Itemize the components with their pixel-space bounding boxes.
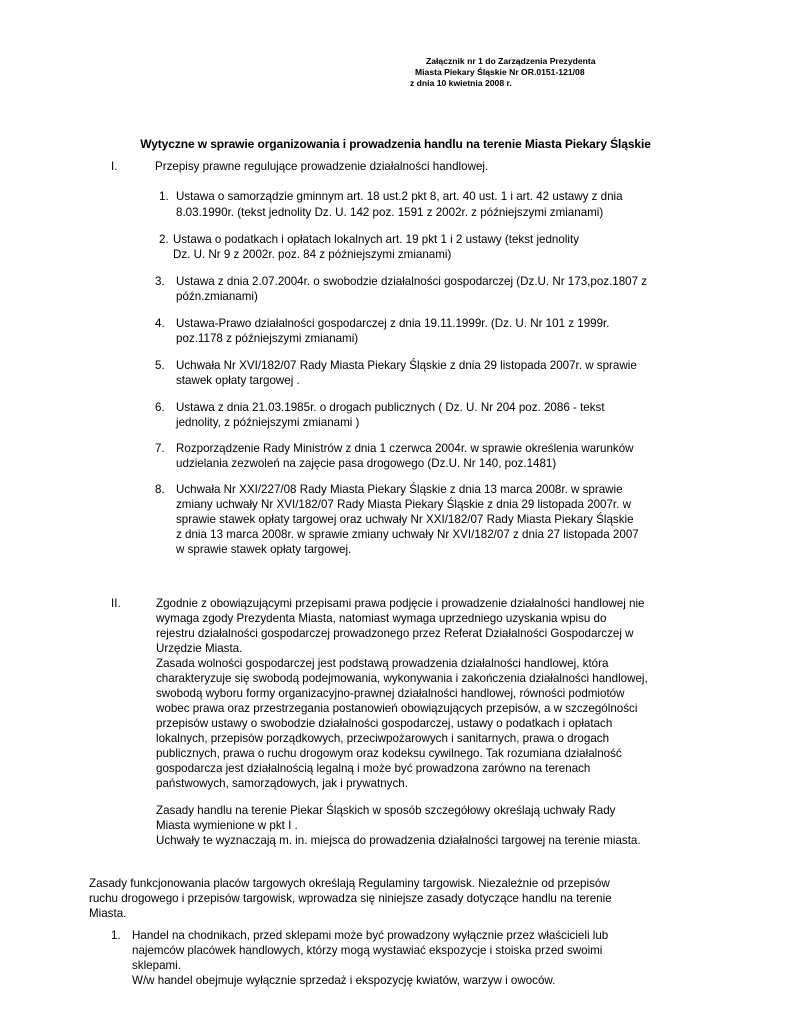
item-number: 1. xyxy=(159,190,169,203)
paragraph-line: lokalnych, przepisów porządkowych, przeciwpożarowych i sanitarnych, prawa o drogach xyxy=(156,732,610,745)
item-line: Uchwała Nr XVI/182/07 Rady Miasta Piekary Śląskie z dnia 29 listopada 2007r. w sprawie xyxy=(176,359,637,372)
item-line: Ustawa z dnia 21.03.1985r. o drogach publicznych ( Dz. U. Nr 204 poz. 2086 - tekst xyxy=(176,401,605,414)
document-title: Wytyczne w sprawie organizowania i prowadzenia handlu na terenie Miasta Piekary Śląskie xyxy=(140,137,651,151)
item-line: 8.03.1990r. (tekst jednolity Dz. U. 142 poz. 1591 z 2002r. z późniejszymi zmianami) xyxy=(176,206,604,219)
item-number: 3. xyxy=(155,275,165,288)
section-2-numeral: II. xyxy=(111,597,121,610)
item-line: Ustawa z dnia 2.07.2004r. o swobodzie działalności gospodarczej (Dz.U. Nr 173,poz.1807 z xyxy=(176,275,648,288)
item-line: z dnia 13 marca 2008r. w sprawie zmiany uchwały Nr XVI/182/07 z dnia 27 listopada 2007 xyxy=(176,528,639,541)
item-number: 7. xyxy=(155,442,165,455)
item-number: 4. xyxy=(155,317,165,330)
item-line: Handel na chodnikach, przed sklepami może być prowadzony wyłącznie przez właścicieli lub xyxy=(132,929,609,942)
item-line: W/w handel obejmuje wyłącznie sprzedaż i ekspozycję kwiatów, warzyw i owoców. xyxy=(132,974,556,987)
item-line: późn.zmianami) xyxy=(176,290,258,303)
item-line: najemców placówek handlowych, którzy mogą wystawiać ekspozycje i stoiska przed swoimi xyxy=(132,944,603,957)
section-1-numeral: I. xyxy=(111,160,118,173)
item-number: 8. xyxy=(155,483,165,496)
paragraph-line: gospodarcza jest działalnością legalną i może być prowadzona zarówno na terenach xyxy=(156,762,591,775)
item-number: 6. xyxy=(155,401,165,414)
item-line: poz.1178 z późniejszymi zmianami) xyxy=(176,332,359,345)
paragraph-line: Uchwały te wyznaczają m. in. miejsca do prowadzenia działalności targowej na terenie miasta. xyxy=(156,834,641,847)
paragraph-line: Miasta wymienione w pkt I . xyxy=(156,819,298,832)
paragraph-line: wobec prawa oraz przestrzegania postanowień obowiązujących przepisów, a w szczególności xyxy=(156,702,638,715)
item-line: Rozporządzenie Rady Ministrów z dnia 1 czerwca 2004r. w sprawie określenia warunków xyxy=(176,442,634,455)
paragraph-line: Urzędzie Miasta. xyxy=(156,642,243,655)
paragraph-line: Zgodnie z obowiązującymi przepisami prawa podjęcie i prowadzenie działalności handlowej nie xyxy=(156,597,645,610)
paragraph-line: wymaga zgody Prezydenta Miasta, natomiast wymaga uprzedniego uzyskania wpisu do xyxy=(156,612,607,625)
item-line: Ustawa o podatkach i opłatach lokalnych art. 19 pkt 1 i 2 ustawy (tekst jednolity xyxy=(173,233,579,246)
item-line: Dz. U. Nr 9 z 2002r. poz. 84 z późniejszymi zmianami) xyxy=(173,248,452,261)
paragraph-line: publicznych, prawa o ruchu drogowym oraz kodeksu cywilnego. Tak rozumiana działalność xyxy=(156,747,622,760)
item-line: Uchwała Nr XXI/227/08 Rady Miasta Piekary Śląskie z dnia 13 marca 2008r. w sprawie xyxy=(176,483,623,496)
item-number: 1. xyxy=(111,929,121,942)
paragraph-line: Zasady funkcjonowania placów targowych określają Regulaminy targowisk. Niezależnie od przepisów xyxy=(89,877,610,890)
paragraph-line: Zasady handlu na terenie Piekar Śląskich w sposób szczegółowy określają uchwały Rady xyxy=(156,804,616,817)
item-line: w sprawie stawek opłaty targowej. xyxy=(176,543,352,556)
paragraph-line: charakteryzuje się swobodą podejmowania, wykonywania i zakończenia działalności handlowej, xyxy=(156,672,648,685)
section-1-heading: Przepisy prawne regulujące prowadzenie działalności handlowej. xyxy=(155,160,489,173)
item-line: stawek opłaty targowej . xyxy=(176,374,300,387)
paragraph-line: państwowych, samorządowych, jak i prywatnych. xyxy=(156,777,408,790)
item-line: sklepami. xyxy=(132,959,181,972)
paragraph-line: Zasada wolności gospodarczej jest podstawą prowadzenia działalności handlowej, która xyxy=(156,657,609,670)
paragraph-line: rejestru działalności gospodarczej prowadzonego przez Referat Działalności Gospodarczej w xyxy=(156,627,634,640)
paragraph-line: swobodą wyboru formy organizacyjno-prawnej działalności handlowej, równości podmiotów xyxy=(156,687,625,700)
item-number: 5. xyxy=(155,359,165,372)
header-line-1: Załącznik nr 1 do Zarządzenia Prezydenta xyxy=(426,56,596,66)
item-line: zmiany uchwały Nr XVI/182/07 Rady Miasta Piekary Śląskie z dnia 29 listopada 2007r. w xyxy=(176,498,631,511)
item-line: Ustawa o samorządzie gminnym art. 18 ust.2 pkt 8, art. 40 ust. 1 i art. 42 ustawy z dnia xyxy=(176,190,623,203)
item-line: udzielania zezwoleń na zajęcie pasa drogowego (Dz.U. Nr 140, poz.1481) xyxy=(176,457,557,470)
header-line-3: z dnia 10 kwietnia 2008 r. xyxy=(410,78,512,88)
paragraph-line: ruchu drogowego i przepisów targowisk, wprowadza się niniejsze zasady dotyczące handlu na terenie xyxy=(89,892,612,905)
header-line-2: Miasta Piekary Śląskie Nr OR.0151-121/08 xyxy=(415,67,585,77)
paragraph-line: przepisów ustawy o swobodzie działalności gospodarczej, ustawy o podatkach i opłatach xyxy=(156,717,613,730)
item-line: sprawie stawek opłaty targowej oraz uchwały Nr XXI/182/07 Rady Miasta Piekary Śląskie xyxy=(176,513,634,526)
item-number: 2. xyxy=(159,233,169,246)
item-line: jednolity, z późniejszymi zmianami ) xyxy=(176,416,360,429)
item-line: Ustawa-Prawo działalności gospodarczej z dnia 19.11.1999r. (Dz. U. Nr 101 z 1999r. xyxy=(176,317,610,330)
paragraph-line: Miasta. xyxy=(89,907,127,920)
